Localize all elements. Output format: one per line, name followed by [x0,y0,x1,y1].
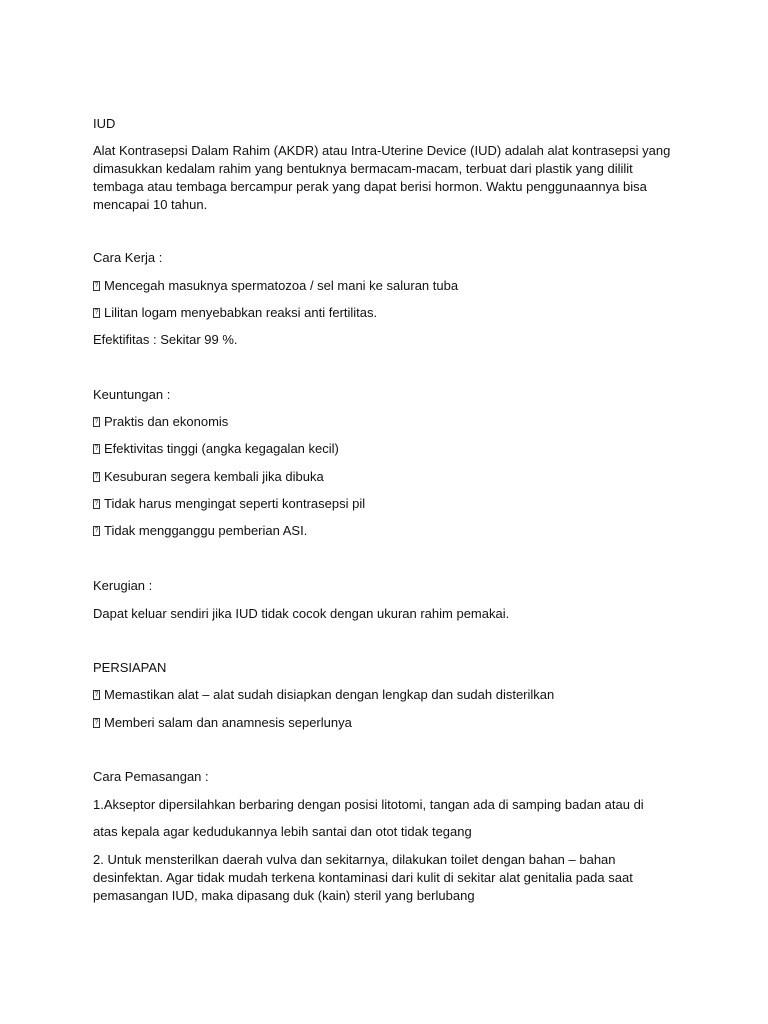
cara-kerja-title: Cara Kerja : [93,250,163,265]
intro-line: Alat Kontrasepsi Dalam Rahim (AKDR) atau Intra-Uterine Device (IUD) adalah alat kontrasepsi yang [93,143,671,158]
missing-glyph-bullet-icon [93,718,100,728]
list-item: ?Memberi salam dan anamnesis seperlunya [93,714,352,732]
missing-glyph-bullet-icon [93,308,100,318]
list-item: ?Efektivitas tinggi (angka kegagalan kecil) [93,440,339,458]
intro-paragraph [93,142,693,214]
efektifitas-text: Efektifitas : Sekitar 99 %. [93,332,238,347]
missing-glyph-bullet-icon [93,281,100,291]
step-2-line: 2. Untuk mensterilkan daerah vulva dan sekitarnya, dilakukan toilet dengan bahan – bahan [93,852,616,867]
list-item: ?Lilitan logam menyebabkan reaksi anti fertilitas. [93,304,377,322]
cara-pemasangan-title: Cara Pemasangan : [93,769,209,784]
list-item: ?Tidak harus mengingat seperti kontrasepsi pil [93,495,365,513]
keuntungan-title: Keuntungan : [93,387,171,402]
step-2-paragraph [93,851,693,905]
list-item: ?Memastikan alat – alat sudah disiapkan dengan lengkap dan sudah disterilkan [93,686,554,704]
list-item: ?Kesuburan segera kembali jika dibuka [93,468,324,486]
kerugian-text: Dapat keluar sendiri jika IUD tidak cocok dengan ukuran rahim pemakai. [93,606,510,621]
intro-line: mencapai 10 tahun. [93,197,208,212]
kerugian-title: Kerugian : [93,578,153,593]
missing-glyph-bullet-icon [93,444,100,454]
missing-glyph-bullet-icon [93,499,100,509]
list-item: ?Praktis dan ekonomis [93,413,228,431]
step-1-line-2: atas kepala agar kedudukannya lebih santai dan otot tidak tegang [93,824,472,839]
missing-glyph-bullet-icon [93,526,100,536]
persiapan-title: PERSIAPAN [93,660,167,675]
missing-glyph-bullet-icon [93,472,100,482]
missing-glyph-bullet-icon [93,690,100,700]
list-item: ?Tidak mengganggu pemberian ASI. [93,522,307,540]
missing-glyph-bullet-icon [93,417,100,427]
step-2-line: pemasangan IUD, maka dipasang duk (kain) steril yang berlubang [93,888,475,903]
intro-line: dimasukkan kedalam rahim yang bentuknya bermacam-macam, terbuat dari plastik yang dililit [93,161,633,176]
step-1-line-1: 1.Akseptor dipersilahkan berbaring dengan posisi litotomi, tangan ada di samping badan atau di [93,797,644,812]
document-heading: IUD [93,116,116,131]
intro-line: tembaga atau tembaga bercampur perak yang dapat berisi hormon. Waktu penggunaannya bisa [93,179,647,194]
list-item: ?Mencegah masuknya spermatozoa / sel mani ke saluran tuba [93,277,458,295]
step-2-line: desinfektan. Agar tidak mudah terkena kontaminasi dari kulit di sekitar alat genitalia pada saat [93,870,633,885]
